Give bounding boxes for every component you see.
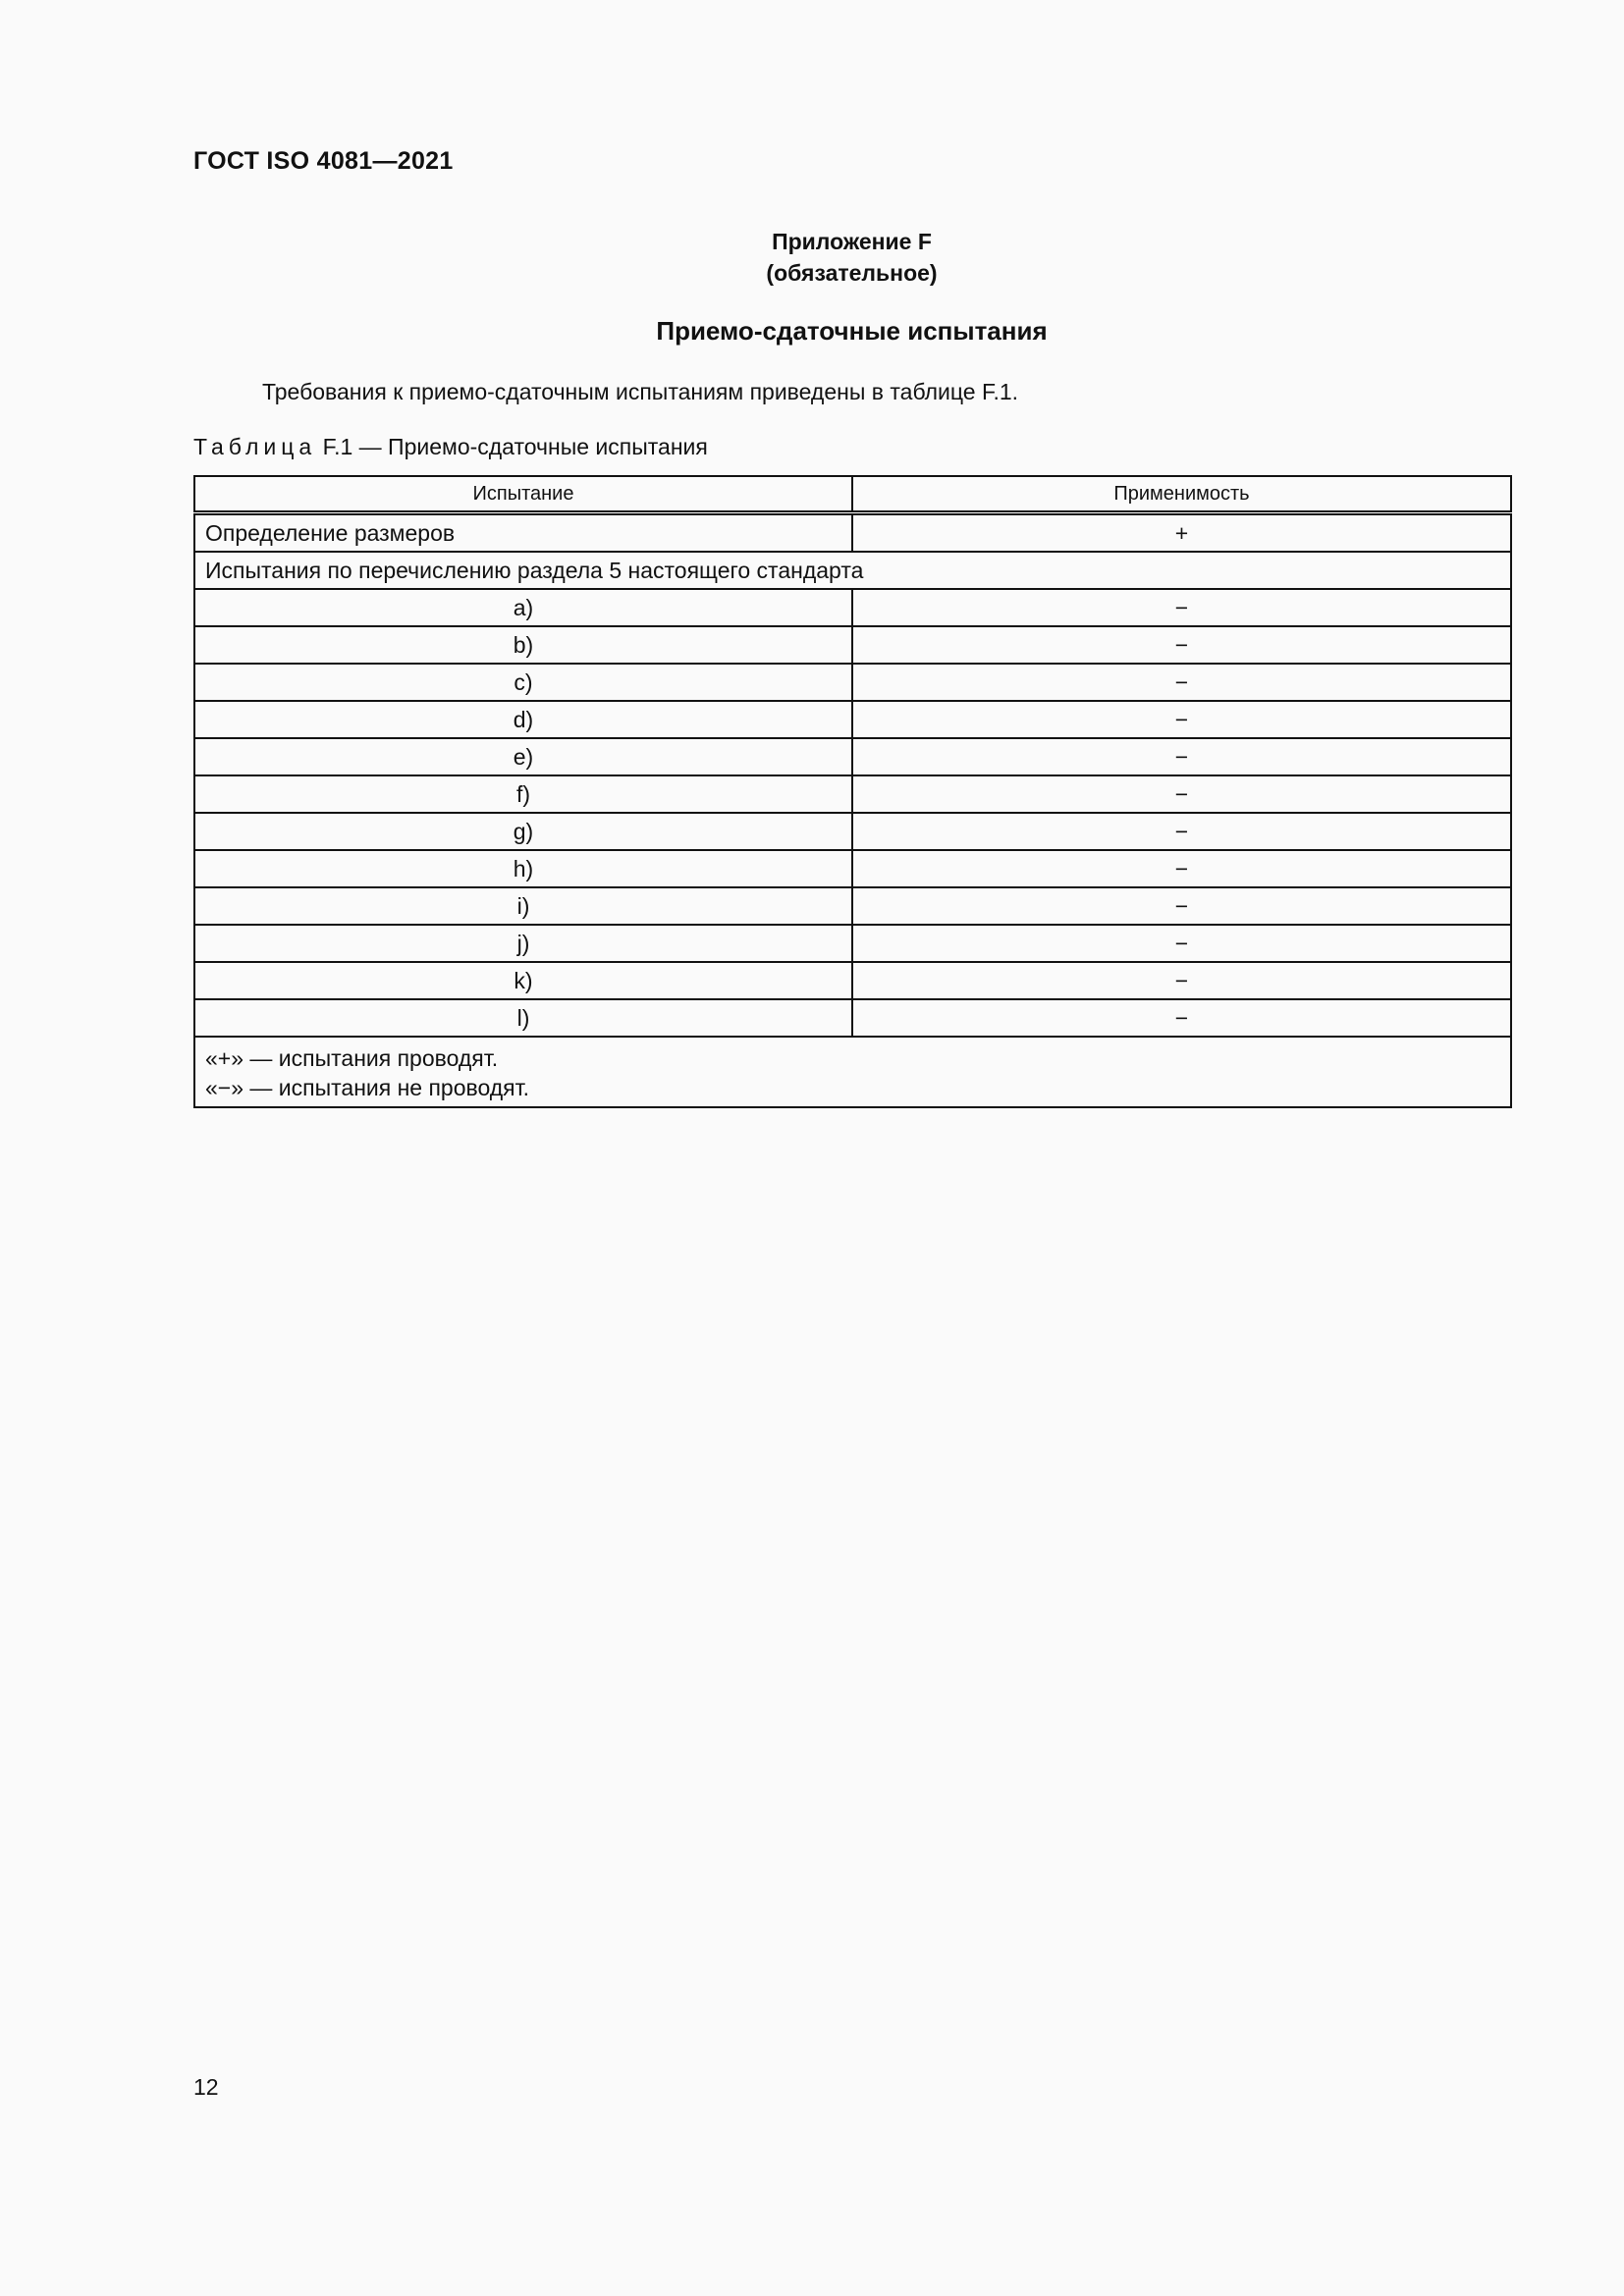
applicability-cell: − bbox=[852, 738, 1511, 775]
applicability-cell: − bbox=[852, 701, 1511, 738]
note-minus: «−» — испытания не проводят. bbox=[205, 1075, 530, 1100]
table-caption-prefix: Таблица bbox=[193, 434, 317, 459]
applicability-cell: − bbox=[852, 999, 1511, 1037]
applicability-cell: − bbox=[852, 850, 1511, 887]
column-header-test: Испытание bbox=[194, 476, 852, 513]
note-plus: «+» — испытания проводят. bbox=[205, 1045, 499, 1071]
annex-heading bbox=[193, 226, 1510, 289]
annex-status: (обязательное) bbox=[766, 260, 938, 286]
page-number: 12 bbox=[193, 2074, 219, 2100]
table-row bbox=[194, 626, 1511, 664]
table-section-row bbox=[194, 552, 1511, 589]
test-cell: i) bbox=[194, 887, 852, 925]
test-cell: k) bbox=[194, 962, 852, 999]
table-caption bbox=[193, 434, 708, 460]
applicability-cell: − bbox=[852, 626, 1511, 664]
test-cell: c) bbox=[194, 664, 852, 701]
applicability-cell: − bbox=[852, 925, 1511, 962]
test-cell: f) bbox=[194, 775, 852, 813]
applicability-cell: − bbox=[852, 664, 1511, 701]
test-cell: g) bbox=[194, 813, 852, 850]
table-caption-text: F.1 — Приемо-сдаточные испытания bbox=[316, 434, 708, 459]
table-row bbox=[194, 850, 1511, 887]
applicability-cell: − bbox=[852, 589, 1511, 626]
table-row bbox=[194, 925, 1511, 962]
test-cell: d) bbox=[194, 701, 852, 738]
applicability-cell: − bbox=[852, 887, 1511, 925]
column-header-applicability: Применимость bbox=[852, 476, 1511, 513]
table-row bbox=[194, 813, 1511, 850]
section-cell: Испытания по перечислению раздела 5 настоящего стандарта bbox=[194, 552, 1511, 589]
table-row bbox=[194, 775, 1511, 813]
running-header: ГОСТ ISO 4081—2021 bbox=[193, 147, 454, 175]
intro-paragraph: Требования к приемо-сдаточным испытаниям приведены в таблице F.1. bbox=[262, 379, 1019, 404]
table-row bbox=[194, 701, 1511, 738]
test-cell: e) bbox=[194, 738, 852, 775]
test-cell: j) bbox=[194, 925, 852, 962]
test-cell: Определение размеров bbox=[194, 513, 852, 553]
applicability-cell: − bbox=[852, 813, 1511, 850]
applicability-cell: − bbox=[852, 962, 1511, 999]
notes-cell bbox=[194, 1037, 1511, 1107]
table-row bbox=[194, 513, 1511, 553]
table-row bbox=[194, 999, 1511, 1037]
acceptance-tests-table bbox=[193, 475, 1512, 1108]
table-row bbox=[194, 664, 1511, 701]
table-header-row bbox=[194, 476, 1511, 513]
table-row bbox=[194, 887, 1511, 925]
test-cell: b) bbox=[194, 626, 852, 664]
test-cell: h) bbox=[194, 850, 852, 887]
table-notes-row bbox=[194, 1037, 1511, 1107]
test-cell: l) bbox=[194, 999, 852, 1037]
annex-label: Приложение F bbox=[772, 229, 932, 254]
applicability-cell: + bbox=[852, 513, 1511, 553]
table-row bbox=[194, 962, 1511, 999]
table-row bbox=[194, 738, 1511, 775]
table-row bbox=[194, 589, 1511, 626]
test-cell: a) bbox=[194, 589, 852, 626]
applicability-cell: − bbox=[852, 775, 1511, 813]
annex-title: Приемо-сдаточные испытания bbox=[656, 316, 1048, 346]
